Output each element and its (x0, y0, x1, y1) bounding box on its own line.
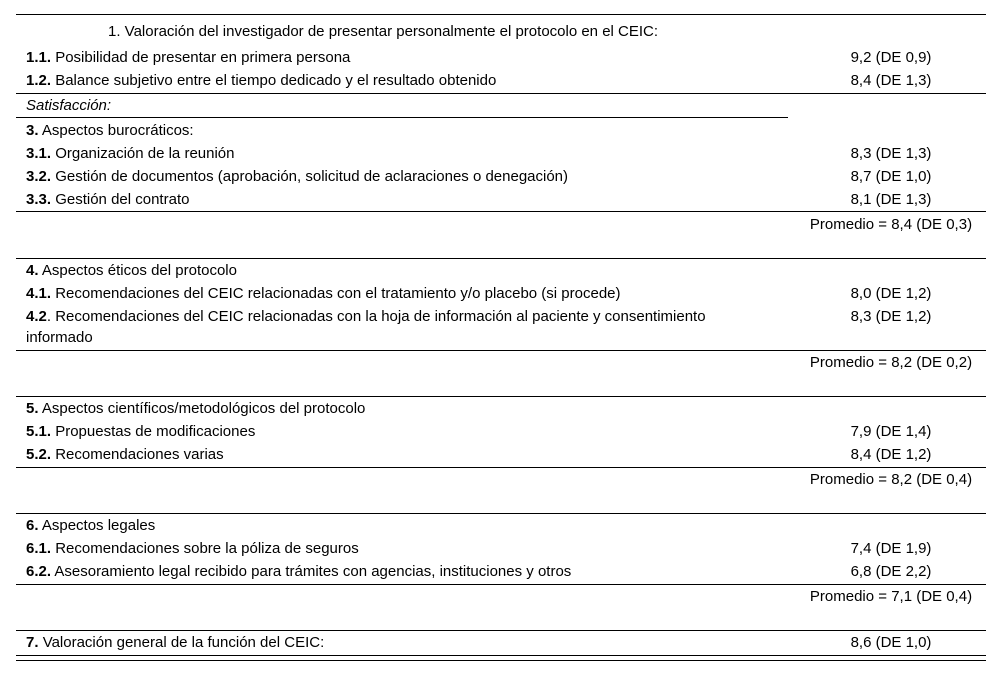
row-text: Recomendaciones varias (55, 446, 224, 463)
rule (16, 93, 986, 94)
row-number: 5.2. (26, 446, 52, 463)
table-row (26, 538, 359, 559)
row-value: 8,6 (DE 1,0) (850, 634, 932, 651)
row-value: 7,4 (DE 1,9) (850, 540, 932, 557)
average-value: Promedio = 8,2 (DE 0,4) (809, 471, 973, 488)
row-text: Aspectos éticos del protocolo (41, 262, 237, 279)
row-number: 4.1. (26, 285, 52, 302)
row-value: 8,4 (DE 1,2) (850, 446, 932, 463)
table-row (26, 47, 350, 68)
row-text: Gestión de documentos (aprobación, solicitud de aclaraciones o denegación) (55, 168, 569, 185)
row-value: 8,7 (DE 1,0) (850, 168, 932, 185)
average-value: Promedio = 8,2 (DE 0,2) (809, 354, 973, 371)
row-number: 4.2 (26, 308, 47, 325)
average-value: Promedio = 7,1 (DE 0,4) (809, 588, 973, 605)
row-text: Posibilidad de presentar en primera persona (55, 49, 351, 66)
row-text: Gestión del contrato (55, 191, 190, 208)
row-number: 3.2. (26, 168, 52, 185)
row-number: 1.2. (26, 72, 52, 89)
table-row (26, 166, 568, 187)
rule-bottom (16, 660, 986, 661)
rule (16, 630, 986, 631)
row-number: 5. (26, 400, 39, 417)
row-number: 5.1. (26, 423, 52, 440)
table-row (26, 421, 255, 442)
row-number: 6. (26, 517, 39, 534)
table-row (26, 561, 571, 582)
table-row (26, 632, 324, 653)
rule (16, 258, 986, 259)
row-text-continued: informado (26, 329, 93, 346)
section-heading (26, 120, 194, 141)
row-value: 8,4 (DE 1,3) (850, 72, 932, 89)
row-number: 6.2. (26, 563, 52, 580)
rule (16, 350, 986, 351)
table-row (26, 143, 235, 164)
row-value: 8,0 (DE 1,2) (850, 285, 932, 302)
row-text: Propuestas de modificaciones (55, 423, 256, 440)
row-value: 8,3 (DE 1,3) (850, 145, 932, 162)
row-text: Recomendaciones sobre la póliza de seguros (55, 540, 359, 557)
rule (16, 396, 986, 397)
rule (16, 117, 788, 118)
table-row (26, 444, 224, 465)
rule (16, 513, 986, 514)
rule (16, 467, 986, 468)
table-title: 1. Valoración del investigador de presentar personalmente el protocolo en el CEIC: (108, 23, 659, 40)
row-value: 6,8 (DE 2,2) (850, 563, 932, 580)
row-text: Asesoramiento legal recibido para trámites con agencias, instituciones y otros (54, 563, 572, 580)
row-value: 8,3 (DE 1,2) (850, 308, 932, 325)
rule (16, 584, 986, 585)
section-heading (26, 515, 155, 536)
row-number: 3.1. (26, 145, 52, 162)
rule (16, 211, 986, 212)
row-text: Aspectos científicos/metodológicos del protocolo (41, 400, 366, 417)
table-row (26, 283, 621, 304)
section-heading (26, 260, 237, 281)
average-value: Promedio = 8,4 (DE 0,3) (809, 216, 973, 233)
table-row (26, 189, 189, 210)
section-heading (26, 398, 365, 419)
rule-top (16, 14, 986, 15)
row-number: 3.3. (26, 191, 52, 208)
row-text: Organización de la reunión (55, 145, 235, 162)
row-number: 3. (26, 122, 39, 139)
row-value: 9,2 (DE 0,9) (850, 49, 932, 66)
row-value: 7,9 (DE 1,4) (850, 423, 932, 440)
table-row (26, 306, 706, 348)
row-number: 1.1. (26, 49, 52, 66)
row-text: Recomendaciones del CEIC relacionadas con el tratamiento y/o placebo (si procede) (55, 285, 621, 302)
row-text: Balance subjetivo entre el tiempo dedicado y el resultado obtenido (55, 72, 497, 89)
row-number: 7. (26, 634, 39, 651)
row-text: Aspectos legales (41, 517, 156, 534)
row-text: . Recomendaciones del CEIC relacionadas con la hoja de información al paciente y consentimiento (46, 308, 706, 325)
row-text: Aspectos burocráticos: (41, 122, 194, 139)
table-row (26, 70, 496, 91)
rule (16, 655, 986, 656)
row-value: 8,1 (DE 1,3) (850, 191, 932, 208)
row-number: 6.1. (26, 540, 52, 557)
row-text: Valoración general de la función del CEIC: (42, 634, 325, 651)
subheading: Satisfacción: (26, 97, 112, 114)
row-number: 4. (26, 262, 39, 279)
